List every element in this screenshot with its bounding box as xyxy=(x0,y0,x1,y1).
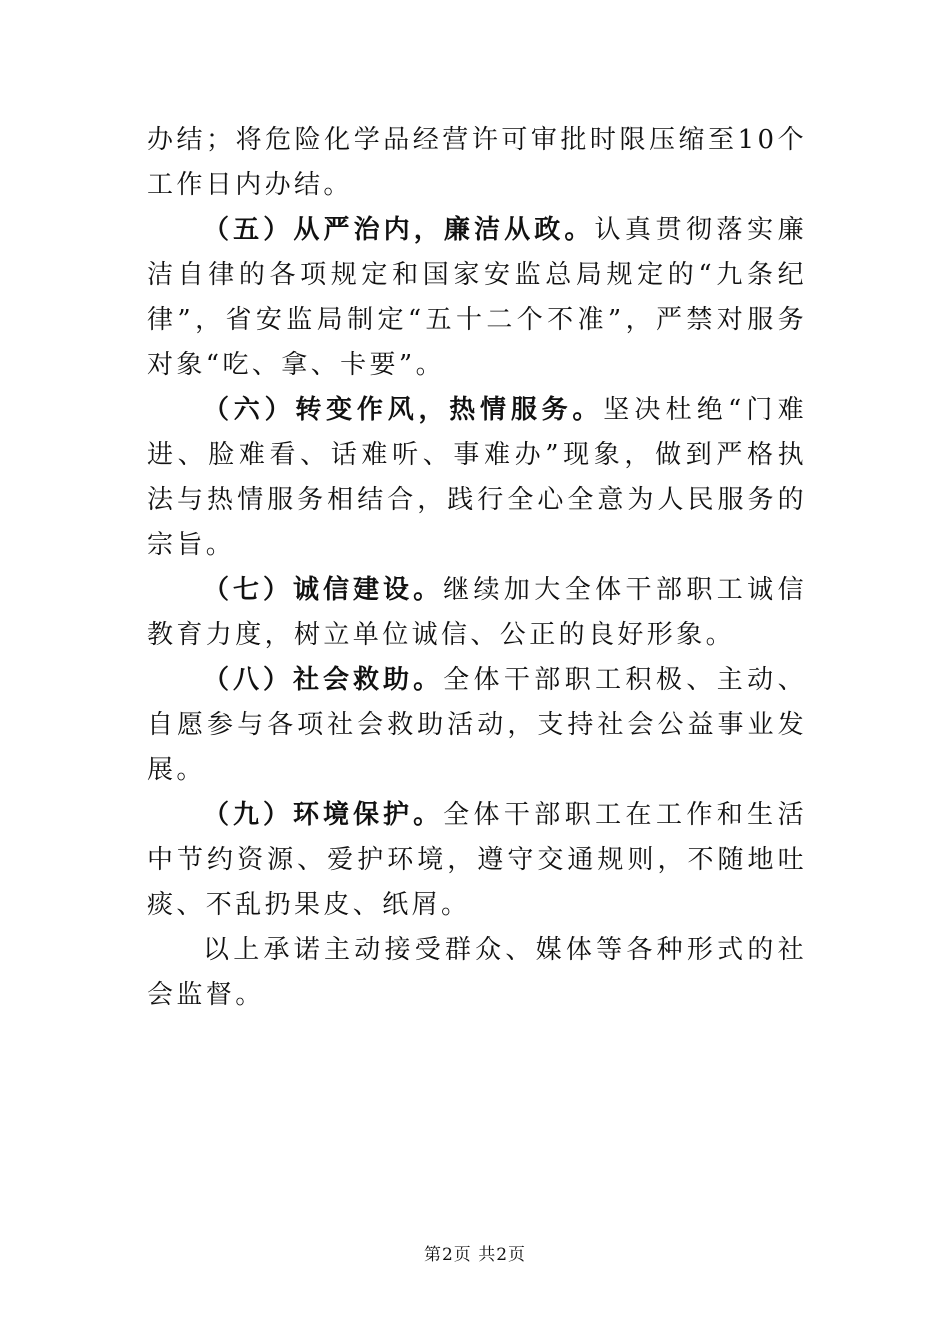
paragraph-heading: （七）诚信建设。 xyxy=(203,575,444,605)
paragraph-item-5 xyxy=(147,208,807,388)
paragraph-item-9 xyxy=(147,793,807,928)
document-body xyxy=(147,118,807,1018)
paragraph-text: 认真贯彻落实廉洁自律的各项规定和国家安监总局规定的“九条纪律”，省安监局制定“五十二个不准”，严禁对服务对象“吃、拿、卡要”。 xyxy=(147,215,807,380)
paragraph-text: 办结；将危险化学品经营许可审批时限压缩至10个工作日内办结。 xyxy=(147,125,807,200)
paragraph-text: 坚决杜绝“门难进、脸难看、话难听、事难办”现象，做到严格执法与热情服务相结合，践行全心全意为人民服务的宗旨。 xyxy=(147,395,807,560)
paragraph-heading: （五）从严治内，廉洁从政。 xyxy=(203,215,595,245)
paragraph-closing xyxy=(147,928,807,1018)
paragraph-text: 继续加大全体干部职工诚信教育力度，树立单位诚信、公正的良好形象。 xyxy=(147,575,807,650)
paragraph-item-7 xyxy=(147,568,807,658)
paragraph-heading: （六）转变作风，热情服务。 xyxy=(203,395,604,425)
paragraph-item-6 xyxy=(147,388,807,568)
paragraph-text: 全体干部职工在工作和生活中节约资源、爱护环境，遵守交通规则，不随地吐痰、不乱扔果皮、纸屑。 xyxy=(147,800,807,920)
paragraph-heading: （八）社会救助。 xyxy=(203,665,444,695)
paragraph-text: 以上承诺主动接受群众、媒体等各种形式的社会监督。 xyxy=(147,935,807,1010)
paragraph-text: 全体干部职工积极、主动、自愿参与各项社会救助活动，支持社会公益事业发展。 xyxy=(147,665,807,785)
paragraph-continuation xyxy=(147,118,807,208)
paragraph-item-8 xyxy=(147,658,807,793)
page-number-footer: 第2页 共2页 xyxy=(423,1245,527,1265)
paragraph-heading: （九）环境保护。 xyxy=(203,800,444,830)
